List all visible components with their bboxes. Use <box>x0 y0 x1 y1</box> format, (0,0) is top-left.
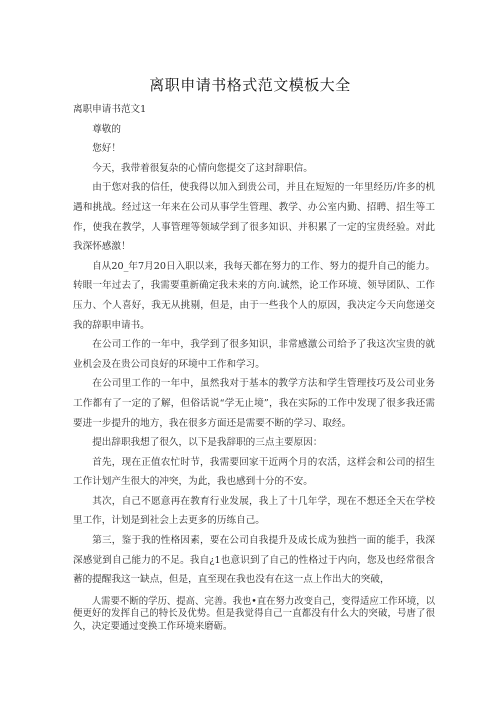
paragraph-last: 人需要不断的学历、提高、完善。我也•直在努力改变自己，变得适应工作环境，以便更好的发挥自己的特长及优势。但是我觉得自己一直都没有什么大的突破，号唐了很久，决定要通过变换工作环境来磨砺。 <box>73 595 435 632</box>
document-title: 离职申请书格式范文模板大全 <box>149 76 351 94</box>
paragraph: 由于您对我的信任，使我得以加入到贵公司，并且在短短的一年里经历/许多的机遇和挑战。经过这一年来在公司从事学生管理、教学、办公室内勤、招聘、招生等工作，使我在教学，人事管理等领域学到了很多知识、并积累了一定的宝贵经验。对此我深怀感激！ <box>73 182 435 253</box>
paragraph: 其次，自己不愿意再在教育行业发展，我上了十几年学，现在不想还全天在学校里工作，计划是到社会上去更多的历练自己。 <box>73 495 435 527</box>
paragraph: 您好！ <box>92 143 121 155</box>
paragraph: 离职申请书范文1 <box>73 104 147 115</box>
paragraph: 首先，现在正值农忙时节，我需要回家干近两个月的农活，这样会和公司的招生工作计划产生很大的冲突，为此，我也感到十分的不安。 <box>73 456 435 488</box>
paragraph: 在公司里工作的一年中，虽然我对于基本的教学方法和学生管理技巧及公司业务工作都有了一定的了解，但俗话说“学无止境”，我在实际的工作中发现了很多我还需要进一步提升的地方，我在很多方面还是需要不断的学习、取经。 <box>73 378 435 429</box>
paragraph: 自从20_年7月20日入职以来，我每天都在努力的工作、努力的提升自己的能力。转眼一年过去了，我需要重新确定我未来的方向.诚然，论工作环境、领导团队、工作压力、个人喜好，我无从挑剔，但是，由于一些我个人的原因，我决定今天向您递交我的辞职申请书。 <box>73 260 435 331</box>
document-body <box>73 100 435 633</box>
paragraph: 提出辞职我想了很久，以下是我辞职的三点主要原因： <box>92 437 323 449</box>
paragraph: 尊敬的 <box>92 123 121 135</box>
paragraph: 今天，我带着很复杂的心情向您提交了这封辞职信。 <box>92 162 313 174</box>
paragraph: 在公司工作的一年中，我学到了很多知识，非常感激公司给予了我这次宝贵的就业机会及在贵公司良好的环境中工作和学习。 <box>73 339 435 370</box>
paragraph: 第三，鉴于我的性格因素，要在公司自我提升及成长成为独挡一面的能手，我深深感觉到自己能力的不足。我自¿1也意识到了自己的性格过于内向，您及也经常很含蓄的提醒我这一缺点，但是，直至现在我也没有在这一点上作出大的突破， <box>73 535 435 586</box>
